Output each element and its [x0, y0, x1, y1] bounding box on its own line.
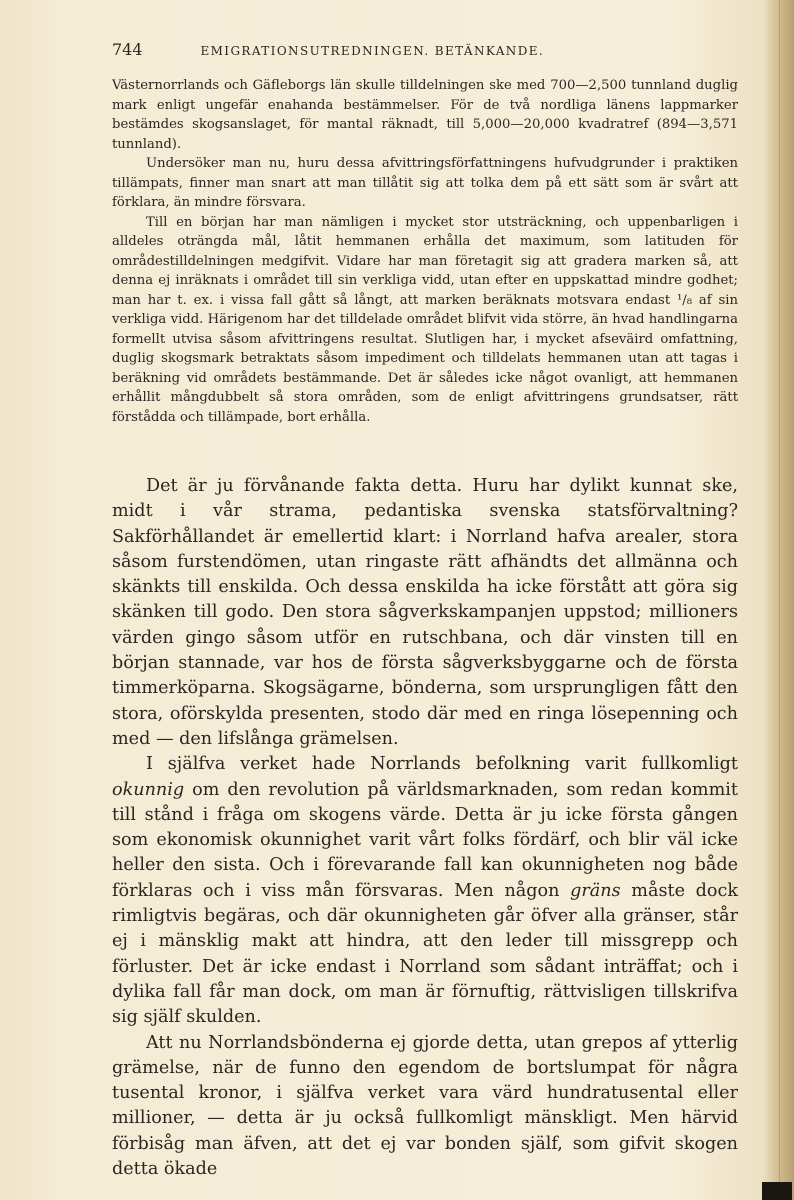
quoted-paragraph: Undersöker man nu, huru dessa afvittringsförfattningens hufvudgrunder i praktiken tillämpats, finner man snart att man tillåtit sig att tolka dem på ett sätt som är svårt att förklara, än mindre försvara.	[112, 156, 738, 210]
emphasis-okunnig: okunnig	[112, 779, 185, 800]
spine-edge-line	[779, 0, 780, 1200]
quoted-paragraph: Västernorrlands och Gäfleborgs län skulle tilldelningen ske med 700—2,500 tunnland duglig mark enligt ungefär enahanda bestämmelser. För de två nordliga länens lappmarker bestämdes skogsanslaget, för mantal räknadt, till 5,000—20,000 kvadratref (894—3,571 tunnland).	[112, 78, 738, 152]
main-paragraph	[112, 752, 738, 1030]
text-run: måste dock rimligtvis begäras, och där okunnigheten går öfver alla gränser, står ej i mänsklig makt att hindra, att den leder till missgrepp och förluster. Det är icke endast i Norrland som sådant inträffat; och i dylika fall får man dock, om man är förnuftig, rättvisligen tillskrifva sig själf skulden.	[112, 880, 738, 1028]
running-title: EMIGRATIONSUTREDNINGEN. BETÄNKANDE.	[200, 44, 545, 58]
quoted-paragraph: Till en början har man nämligen i mycket stor utsträckning, och uppenbarligen i alldeles oträngda mål, låtit hemmanen erhålla det maximum, som latituden för områdestilldelningen medgifvit. Vidare har man företagit sig att gradera marken så, att denna ej inräknats i området till sin verkliga vidd, utan efter en uppskattad mindre godhet; man har t. ex. i vissa fall gått så långt, att marken beräknats motsvara endast ¹/₈ af sin verkliga vidd. Härigenom har det tilldelade området blifvit vida större, än hvad handlingarna formellt utvisa såsom afvittringens resultat. Slutligen har, i mycket afseväird omfattning, duglig skogsmark betraktats såsom impediment och tilldelats hemmanen utan att tagas i beräkning vid områdets bestämmande. Det är således icke något ovanligt, att hemmanen erhållit mångdubbelt så stora områden, som de enligt afvittringens grundsatser, rätt förstådda och tillämpade, bort erhålla.	[112, 214, 738, 425]
page-header	[112, 40, 622, 59]
text-run: om den revolution på världsmarknaden, som redan kommit till stånd i fråga om skogens värde. Detta är ju icke första gången som ekonomisk okunnighet varit vårt folks fördärf, och blir väl icke heller den sista. Och i förevarande fall kan okunnigheten nog både förklaras och i viss mån försvaras. Men någon	[112, 779, 738, 901]
main-paragraph: Att nu Norrlandsbönderna ej gjorde detta, utan grepos af ytterlig grämelse, när de funno den egendom de bortslumpat för några tusental kronor, i själfva verket vara värd hundratusental eller millioner, — detta är ju också fullkomligt mänskligt. Men härvid förbisåg man äfven, att det ej var bonden själf, som gifvit skogen detta ökade	[112, 1032, 738, 1180]
corner-dark-mark	[762, 1182, 792, 1200]
page-number: 744	[112, 40, 143, 59]
emphasis-grans: gräns	[570, 880, 621, 901]
main-paragraph: Det är ju förvånande fakta detta. Huru har dylikt kunnat ske, midt i vår strama, pedantiska svenska statsförvaltning? Sakförhållandet är emellertid klart: i Norrland hafva arealer, stora såsom furstendömen, utan ringaste rätt afhändts det allmänna och skänkts till enskilda. Och dessa enskilda ha icke förstått att göra sig skänken till godo. Den stora sågverkskampanjen uppstod; millioners värden gingo såsom utför en rutschbana, och där vinsten till en början stannade, var hos de första sågverksbyggarne och de första timmerköparna. Skogsägarne, bönderna, som ursprungligen fått den stora, oförskylda presenten, stodo där med en ringa lösepenning och med — den lifslånga grämelsen.	[112, 476, 738, 749]
text-run: I själfva verket hade Norrlands befolkning varit fullkomligt	[146, 754, 738, 775]
quoted-block	[112, 76, 738, 427]
main-text	[112, 474, 738, 1182]
